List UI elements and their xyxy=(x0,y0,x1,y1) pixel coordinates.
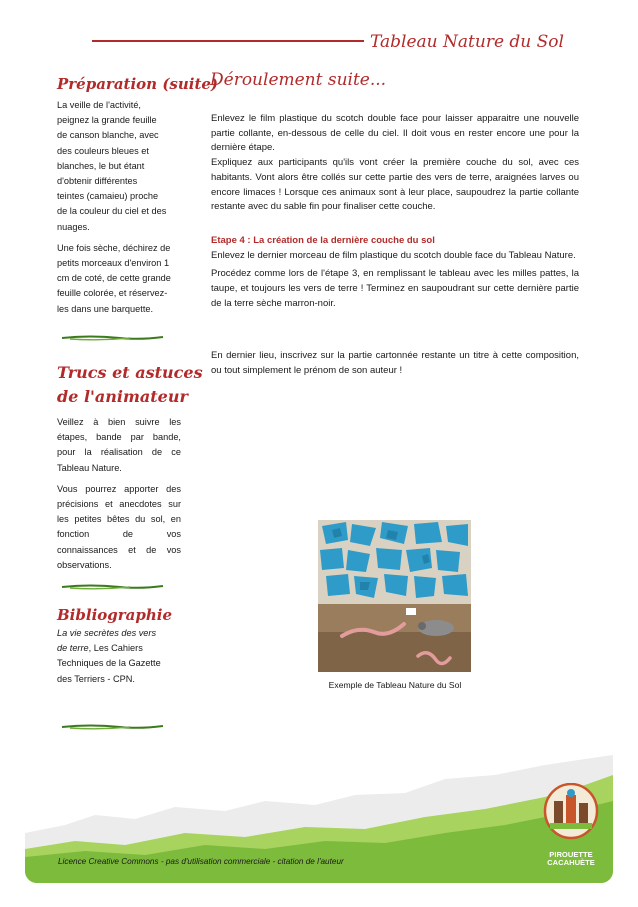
logo-wordmark xyxy=(540,851,602,868)
preparation-paragraph-2 xyxy=(57,241,187,317)
text-line: feuille colorée, et réservez- xyxy=(57,288,168,299)
grass-divider xyxy=(60,583,165,591)
instruction-paragraph: Enlevez le dernier morceau de film plastique du scotch double face du Tableau Nature. xyxy=(211,249,576,261)
logo-text-line: PIROUETTE xyxy=(549,850,593,859)
book-title: La vie secrètes des vers xyxy=(57,628,157,638)
instruction-paragraph: Enlevez le film plastique du scotch double face pour laisser apparaitre une nouvelle partie collante, en-dessous de celle du ciel. Il doit vous en rester encore une pour la dernière étape. xyxy=(211,113,579,154)
text-line: des couleurs bleues et xyxy=(57,145,149,156)
tips-paragraph-2: Vous pourrez apporter des précisions et anecdotes sur les petites bêtes du sol, en fonction de vos connaissances et de vos observations. xyxy=(57,483,181,570)
logo-text-line: CACAHUÈTE xyxy=(547,858,595,868)
book-title: de terre xyxy=(57,643,89,654)
figure-caption: Exemple de Tableau Nature du Sol xyxy=(328,680,462,690)
instruction-paragraph: Expliquez aux participants qu'ils vont créer la première couche du sol, avec ces habitants. Vont alors être collés sur cette partie des vers de terre, araignées larves ou encore limaces ! Lorsque ces animaux sont à leur place, saupoudrez la partie collante restante avec du sable fin pour finaliser cette couche. xyxy=(211,157,579,213)
bibliography-heading: Bibliographie xyxy=(57,606,173,624)
text-line: peignez la grande feuille xyxy=(57,115,157,126)
tips-heading xyxy=(57,361,203,409)
text-line: Techniques de la Gazette xyxy=(57,658,161,669)
example-photo xyxy=(318,520,471,672)
bibliography-text xyxy=(57,626,187,687)
step4-section xyxy=(211,234,579,312)
text-line: de la couleur du ciel et des xyxy=(57,206,167,217)
header-rule xyxy=(92,40,364,42)
text-line: , Les Cahiers xyxy=(88,643,143,654)
final-section xyxy=(211,349,579,378)
text-line: Une fois sèche, déchirez de xyxy=(57,242,171,253)
preparation-heading: Préparation (suite) xyxy=(57,75,219,93)
grass-divider xyxy=(60,723,165,731)
instruction-paragraph: En dernier lieu, inscrivez sur la partie cartonnée restante un titre à cette composition, ou tout simplement le prénom de son auteur ! xyxy=(211,350,579,376)
tips-heading-line: Trucs et astuces xyxy=(57,363,203,382)
step4-heading: Etape 4 : La création de la dernière couche du sol xyxy=(211,235,435,246)
instruction-paragraph: Procédez comme lors de l'étape 3, en remplissant le tableau avec les milles pattes, la taupe, et toujours les vers de terre ! Terminez en saupoudrant sur cette dernière partie de la terre sèche marron-noir. xyxy=(211,268,579,309)
tips-text xyxy=(57,415,181,579)
text-line: teintes (camaieu) proche xyxy=(57,191,159,202)
text-line: de canson blanche, avec xyxy=(57,130,159,141)
text-line: des Terriers - CPN. xyxy=(57,673,135,684)
text-line: cm de coté, de cette grande xyxy=(57,273,171,284)
preparation-text xyxy=(57,98,187,323)
text-line: La veille de l'activité, xyxy=(57,100,141,110)
text-line: petits morceaux d'environ 1 xyxy=(57,258,170,269)
text-line: blanches, le but étant xyxy=(57,160,145,171)
text-line: d'obtenir différentes xyxy=(57,176,138,187)
main-heading: Déroulement suite... xyxy=(210,70,387,90)
tips-heading-line: de l'animateur xyxy=(57,387,188,406)
text-line: nuages. xyxy=(57,221,90,232)
license-text: Licence Creative Commons - pas d'utilisation commerciale - citation de l'auteur xyxy=(58,857,344,866)
text-line: les dans une barquette. xyxy=(57,303,154,314)
main-body xyxy=(211,112,579,215)
document-title: Tableau Nature du Sol xyxy=(370,32,564,52)
tips-paragraph-1: Veillez à bien suivre les étapes, bande par bande, pour la réalisation de ce Tableau Nature. xyxy=(57,417,181,473)
grass-divider xyxy=(60,334,165,342)
preparation-paragraph-1 xyxy=(57,98,187,235)
